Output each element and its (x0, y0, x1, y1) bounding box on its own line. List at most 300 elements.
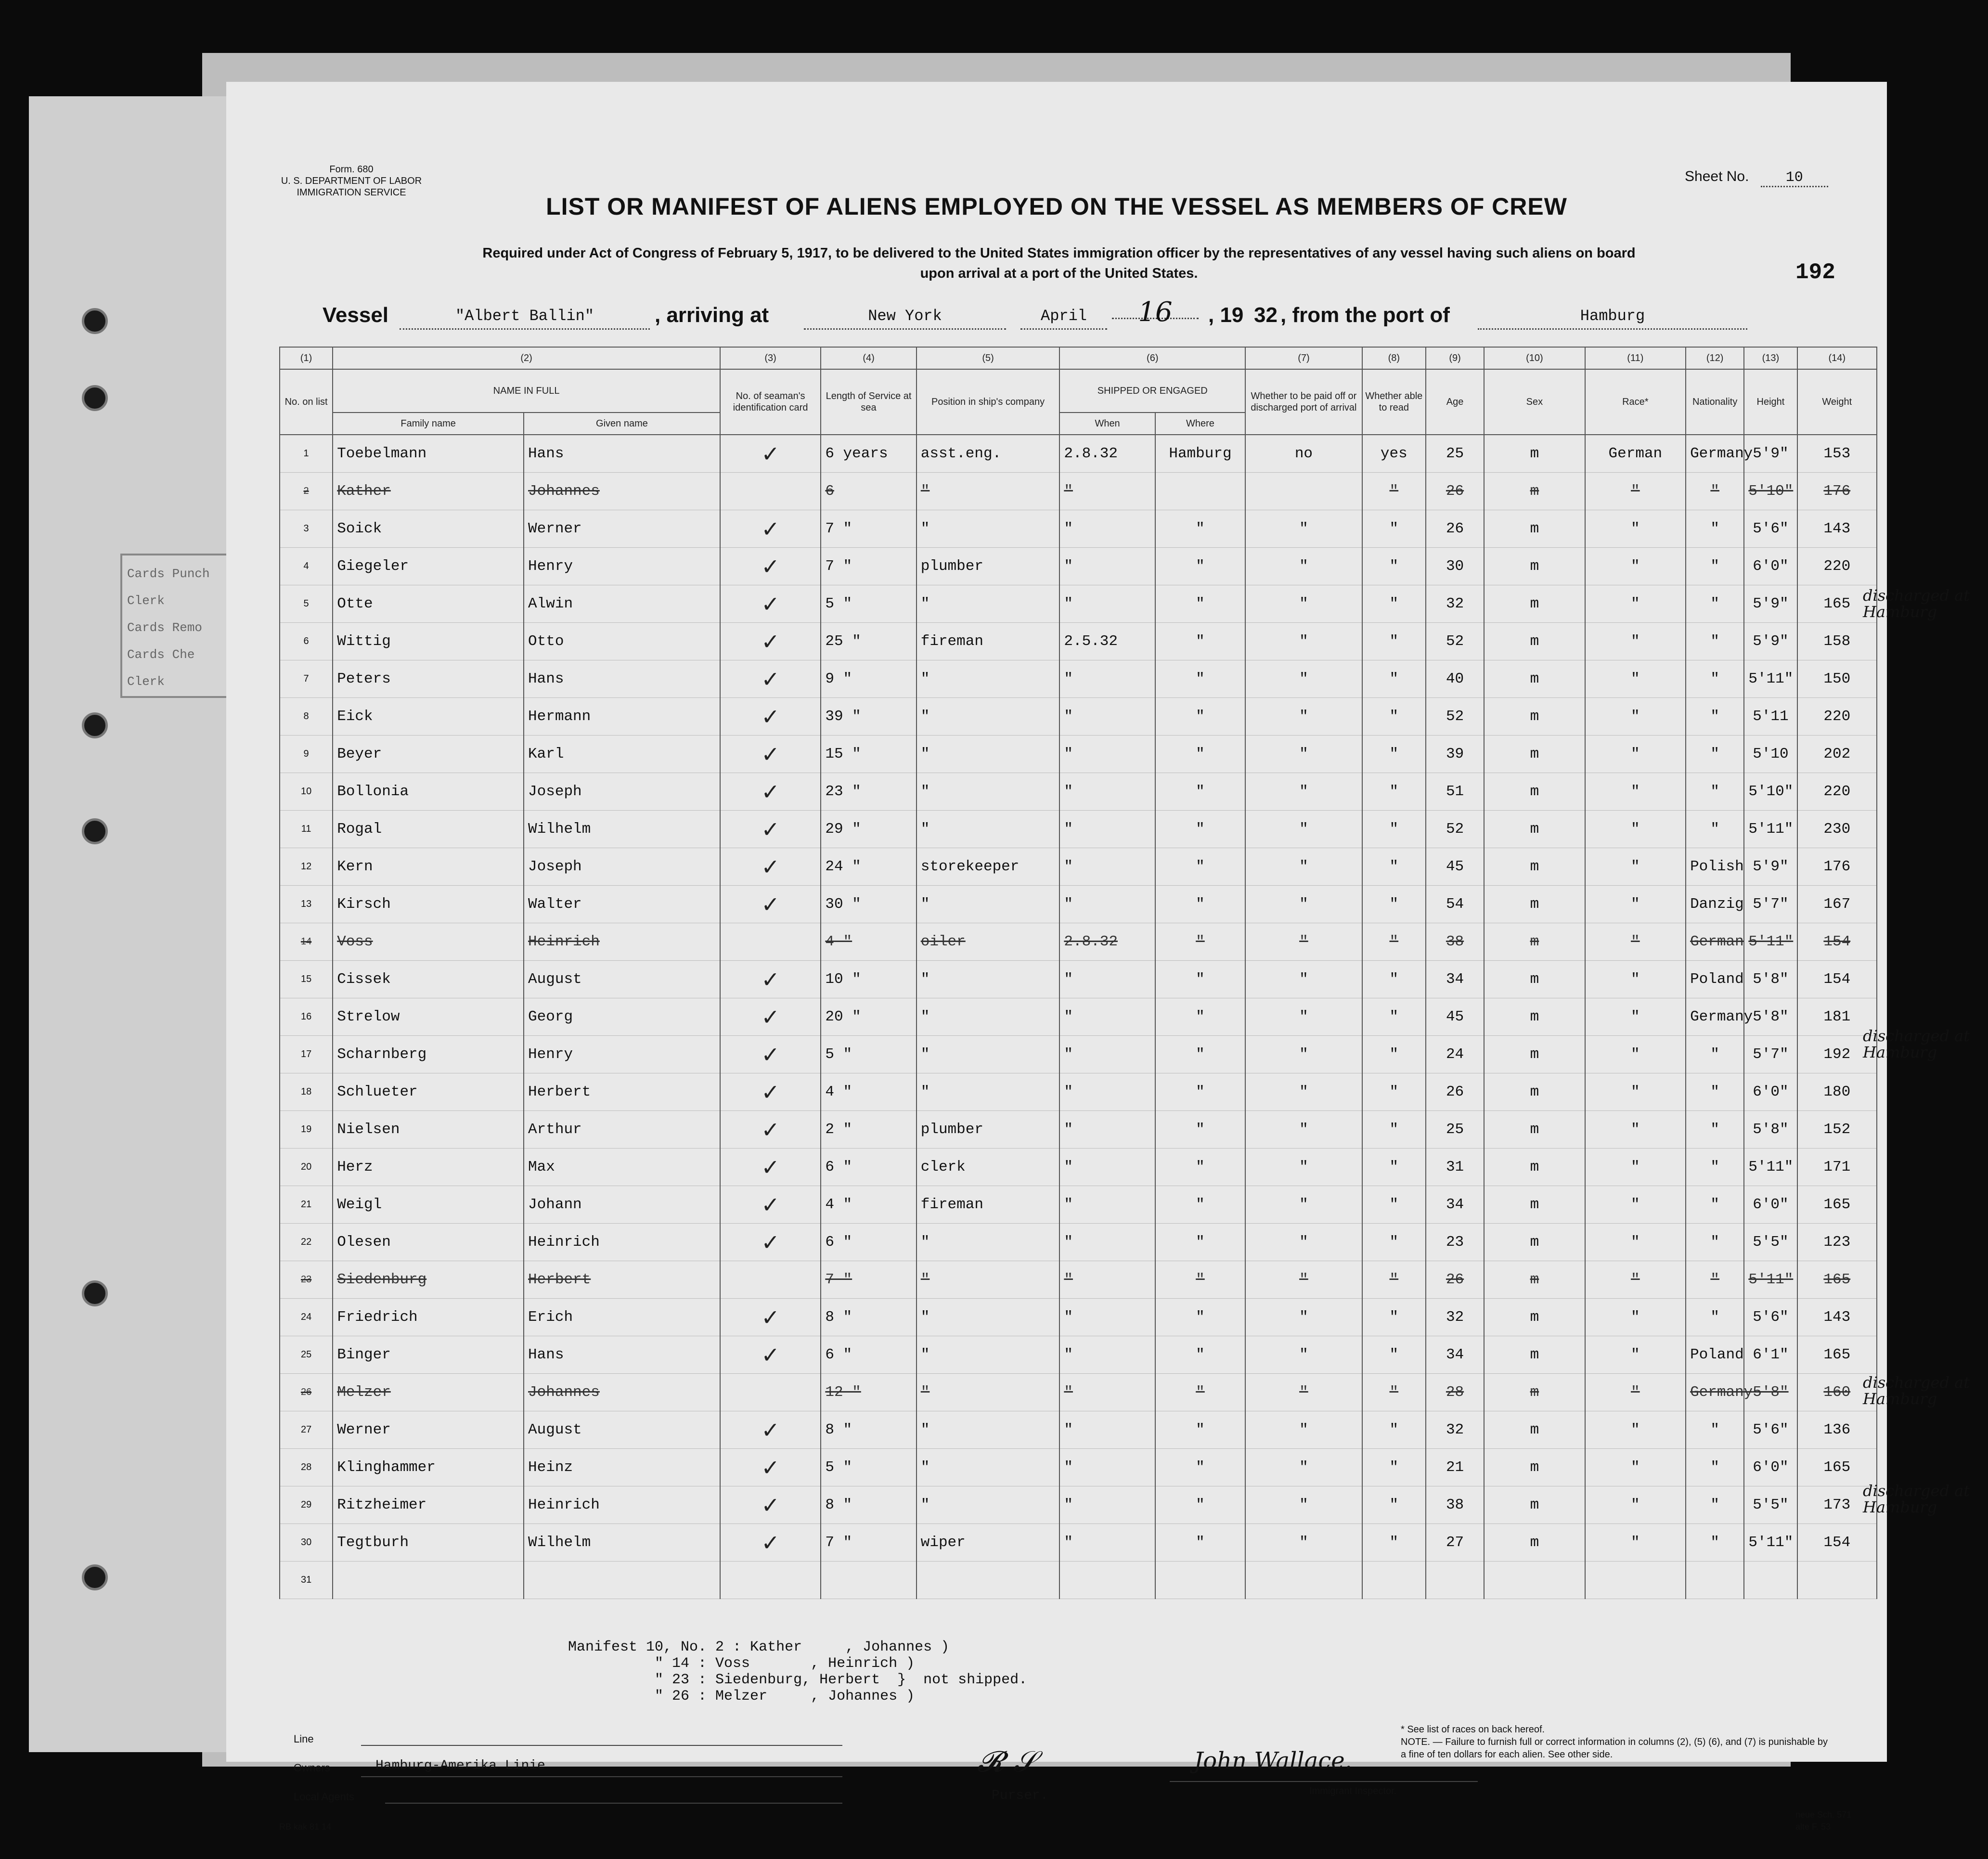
cell-given: Herbert (524, 1261, 720, 1299)
col-6-num: (6) (1059, 347, 1245, 369)
cell-nat: Germany (1686, 435, 1744, 473)
cell-position: " (917, 998, 1060, 1036)
cell-weight: 123 (1797, 1224, 1877, 1261)
cell-height: 6'0" (1744, 1449, 1797, 1486)
table-row (280, 1186, 1877, 1224)
cell-where: " (1155, 1486, 1245, 1524)
cell-race: " (1585, 473, 1686, 510)
cell-height: 5'10 (1744, 736, 1797, 773)
cell-paid: " (1245, 1374, 1362, 1411)
cell-no: 11 (280, 811, 333, 848)
cell-age: 30 (1426, 548, 1484, 585)
cell-age: 38 (1426, 1486, 1484, 1524)
stamp-line: Clerk (127, 594, 165, 608)
cell-family: Wittig (333, 623, 524, 660)
cell-height: 5'11" (1744, 1149, 1797, 1186)
cards-stamp (120, 554, 236, 698)
cell-service: 5 " (821, 585, 916, 623)
cell-when: " (1059, 548, 1155, 585)
cell-age: 52 (1426, 811, 1484, 848)
cell-when: " (1059, 848, 1155, 886)
col-10-num: (10) (1484, 347, 1585, 369)
cell-nat: German (1686, 923, 1744, 961)
cell-given: Hans (524, 1336, 720, 1374)
cell-position: " (917, 473, 1060, 510)
cell-no: 22 (280, 1224, 333, 1261)
cell-paid: " (1245, 811, 1362, 848)
cell-weight: 165 (1797, 1449, 1877, 1486)
cell-weight: 220 (1797, 698, 1877, 736)
subtitle-line: upon arrival at a port of the United States. (920, 266, 1198, 281)
cell-read: " (1362, 773, 1426, 811)
cell-card: ✓ (720, 1336, 821, 1374)
cell-race (1585, 1562, 1686, 1599)
cell-card: ✓ (720, 1111, 821, 1149)
line-label: Line (294, 1733, 314, 1745)
arrival-day: 16 (1112, 297, 1199, 319)
col-age-header: Age (1426, 369, 1484, 435)
cell-height: 5'8" (1744, 1111, 1797, 1149)
department: U. S. DEPARTMENT OF LABOR (281, 176, 422, 186)
cell-read: " (1362, 736, 1426, 773)
cell-position: " (917, 660, 1060, 698)
table-row (280, 1336, 1877, 1374)
cell-service: 7 " (821, 548, 916, 585)
cell-weight: 167 (1797, 886, 1877, 923)
cell-card: ✓ (720, 998, 821, 1036)
cell-card: ✓ (720, 773, 821, 811)
cell-where: " (1155, 961, 1245, 998)
cell-age: 26 (1426, 1261, 1484, 1299)
cell-age: 45 (1426, 998, 1484, 1036)
cell-family: Binger (333, 1336, 524, 1374)
stamp-line: Clerk (127, 674, 165, 689)
cell-paid: " (1245, 623, 1362, 660)
cell-no: 14 (280, 923, 333, 961)
cell-weight: 154 (1797, 923, 1877, 961)
cell-no: 25 (280, 1336, 333, 1374)
cell-card: ✓ (720, 435, 821, 473)
cell-when: " (1059, 1374, 1155, 1411)
cell-paid: " (1245, 848, 1362, 886)
cell-when: " (1059, 1186, 1155, 1224)
cell-given (524, 1562, 720, 1599)
cell-no: 1 (280, 435, 333, 473)
cell-paid: " (1245, 585, 1362, 623)
cell-service: 4 " (821, 1073, 916, 1111)
cell-when: " (1059, 473, 1155, 510)
table-row (280, 1073, 1877, 1111)
cell-height: 5'8" (1744, 1374, 1797, 1411)
cell-position: " (917, 1374, 1060, 1411)
col-where-header: Where (1155, 413, 1245, 435)
cell-age: 26 (1426, 1073, 1484, 1111)
cell-paid: " (1245, 1336, 1362, 1374)
cell-where: " (1155, 1224, 1245, 1261)
cell-card: ✓ (720, 886, 821, 923)
cell-weight: 150 (1797, 660, 1877, 698)
cell-when: " (1059, 811, 1155, 848)
cell-height: 6'0" (1744, 548, 1797, 585)
vessel-name: "Albert Ballin" (400, 307, 650, 330)
cell-read: " (1362, 1073, 1426, 1111)
cell-sex: m (1484, 961, 1585, 998)
col-race-header: Race* (1585, 369, 1686, 435)
col-name-header: NAME IN FULL (333, 369, 720, 413)
punch-hole (82, 1564, 108, 1590)
cell-family: Toebelmann (333, 435, 524, 473)
cell-nat: " (1686, 811, 1744, 848)
cell-given: Johann (524, 1186, 720, 1224)
cell-position: " (917, 736, 1060, 773)
cell-family: Kather (333, 473, 524, 510)
subtitle-line: Required under Act of Congress of February 5, 1917, to be delivered to the United States immigration officer by the representatives of any vessel having such aliens on board (482, 245, 1636, 261)
cell-weight: 202 (1797, 736, 1877, 773)
year-prefix: , 19 (1208, 303, 1244, 327)
cell-nat: " (1686, 1486, 1744, 1524)
cell-read: " (1362, 698, 1426, 736)
cell-race: " (1585, 623, 1686, 660)
cell-race: " (1585, 660, 1686, 698)
cell-position: clerk (917, 1149, 1060, 1186)
cell-race: " (1585, 1036, 1686, 1073)
cell-card: ✓ (720, 1149, 821, 1186)
cell-no: 2 (280, 473, 333, 510)
cell-height: 6'1" (1744, 1336, 1797, 1374)
cell-age: 52 (1426, 623, 1484, 660)
cell-where: " (1155, 1261, 1245, 1299)
cell-paid: " (1245, 1449, 1362, 1486)
owners-label: Owners (294, 1762, 330, 1774)
cell-read: " (1362, 1224, 1426, 1261)
cell-no: 20 (280, 1149, 333, 1186)
col-shipped-header: SHIPPED OR ENGAGED (1059, 369, 1245, 413)
cell-paid: " (1245, 510, 1362, 548)
cell-card: ✓ (720, 1186, 821, 1224)
cell-where: " (1155, 1149, 1245, 1186)
cell-where: " (1155, 1111, 1245, 1149)
cell-where: " (1155, 1449, 1245, 1486)
footnote-races: * See list of races on back hereof. (1401, 1724, 1545, 1735)
table-row (280, 1524, 1877, 1562)
cell-family: Klinghammer (333, 1449, 524, 1486)
cell-weight: 176 (1797, 473, 1877, 510)
table-row (280, 1562, 1877, 1599)
cell-given: Heinz (524, 1449, 720, 1486)
cell-sex: m (1484, 585, 1585, 623)
table-row (280, 473, 1877, 510)
year-suffix: 32 (1254, 303, 1278, 327)
cell-race: " (1585, 1111, 1686, 1149)
col-height-header: Height (1744, 369, 1797, 435)
cell-paid: " (1245, 1411, 1362, 1449)
cell-race: " (1585, 1149, 1686, 1186)
cell-sex: m (1484, 548, 1585, 585)
table-row (280, 1374, 1877, 1411)
cell-family: Olesen (333, 1224, 524, 1261)
cell-no: 27 (280, 1411, 333, 1449)
purser-label: Purser. (992, 1788, 1048, 1803)
table-row (280, 548, 1877, 585)
footnote-penalty: NOTE. — Failure to furnish full or correct information in columns (2), (5) (6), and (7) is punishable by a fine of ten dollars for each alien. See other side. (1401, 1737, 1828, 1760)
col-7-num: (7) (1245, 347, 1362, 369)
cell-given: Heinrich (524, 923, 720, 961)
col-no-header: No. on list (280, 369, 333, 435)
cell-race: " (1585, 1224, 1686, 1261)
manifest-sheet (226, 82, 1970, 1832)
cell-paid: " (1245, 1224, 1362, 1261)
cell-card: ✓ (720, 961, 821, 998)
cell-card: ✓ (720, 698, 821, 736)
cell-where: " (1155, 998, 1245, 1036)
cell-service: 7 " (821, 1524, 916, 1562)
cell-age: 54 (1426, 886, 1484, 923)
cell-height: 6'0" (1744, 1073, 1797, 1111)
cell-position: " (917, 811, 1060, 848)
cell-age: 25 (1426, 435, 1484, 473)
cell-service: 6 (821, 473, 916, 510)
cell-where: " (1155, 773, 1245, 811)
cell-when: " (1059, 998, 1155, 1036)
cell-position (917, 1562, 1060, 1599)
cell-when: " (1059, 961, 1155, 998)
cell-sex: m (1484, 886, 1585, 923)
cell-height: 5'9" (1744, 435, 1797, 473)
table-row (280, 1149, 1877, 1186)
purser-signature: 𝓡 𝒮 (977, 1745, 1036, 1779)
cell-no: 7 (280, 660, 333, 698)
cell-height: 5'11 (1744, 698, 1797, 736)
cell-race: " (1585, 1486, 1686, 1524)
cell-age: 34 (1426, 1336, 1484, 1374)
cell-when: " (1059, 1486, 1155, 1524)
cell-height: 5'9" (1744, 585, 1797, 623)
cell-where: " (1155, 585, 1245, 623)
cell-race: " (1585, 923, 1686, 961)
cell-service: 6 " (821, 1336, 916, 1374)
cell-when: " (1059, 1073, 1155, 1111)
cell-paid: " (1245, 886, 1362, 923)
cell-family: Bollonia (333, 773, 524, 811)
cell-weight: 158 (1797, 623, 1877, 660)
cell-paid: " (1245, 548, 1362, 585)
cell-position: wiper (917, 1524, 1060, 1562)
cell-where (1155, 473, 1245, 510)
cell-age: 32 (1426, 1411, 1484, 1449)
table-row (280, 1299, 1877, 1336)
cell-card (720, 473, 821, 510)
cell-height: 5'11" (1744, 1261, 1797, 1299)
cell-where: " (1155, 623, 1245, 660)
cell-paid: no (1245, 435, 1362, 473)
cell-paid: " (1245, 1524, 1362, 1562)
cell-family: Cissek (333, 961, 524, 998)
cell-service: 6 " (821, 1149, 916, 1186)
cell-weight: 136 (1797, 1411, 1877, 1449)
cell-given: Walter (524, 886, 720, 923)
col-sex-header: Sex (1484, 369, 1585, 435)
cell-position: " (917, 585, 1060, 623)
cell-where: " (1155, 848, 1245, 886)
cell-nat: " (1686, 1186, 1744, 1224)
cell-where: " (1155, 923, 1245, 961)
col-card-header: No. of seaman's identification card (720, 369, 821, 435)
cell-given: Wilhelm (524, 1524, 720, 1562)
cell-no: 3 (280, 510, 333, 548)
cell-height: 5'11" (1744, 1524, 1797, 1562)
cell-service: 5 " (821, 1449, 916, 1486)
agents-label: Local Agents (294, 1791, 354, 1803)
cell-position: " (917, 510, 1060, 548)
cell-when: " (1059, 1261, 1155, 1299)
cell-no: 21 (280, 1186, 333, 1224)
stamp-line: Cards Punch (127, 567, 210, 581)
cell-where: " (1155, 886, 1245, 923)
cell-age: 39 (1426, 736, 1484, 773)
inspector-field (1170, 1781, 1478, 1782)
cell-where: " (1155, 1299, 1245, 1336)
cell-family: Scharnberg (333, 1036, 524, 1073)
cell-no: 31 (280, 1562, 333, 1599)
cell-age: 21 (1426, 1449, 1484, 1486)
cell-family: Voss (333, 923, 524, 961)
cell-card: ✓ (720, 585, 821, 623)
cell-paid: " (1245, 998, 1362, 1036)
owners-field (361, 1776, 842, 1777)
stamp-line: Cards Remo (127, 620, 203, 635)
cell-position: " (917, 1299, 1060, 1336)
cell-family: Herz (333, 1149, 524, 1186)
cell-when: " (1059, 1149, 1155, 1186)
cell-weight: 165 (1797, 1186, 1877, 1224)
cell-service: 9 " (821, 660, 916, 698)
cell-card: ✓ (720, 1449, 821, 1486)
cell-read: " (1362, 548, 1426, 585)
sheet-number (1685, 168, 1828, 187)
table-row (280, 773, 1877, 811)
table-row (280, 811, 1877, 848)
cell-no: 15 (280, 961, 333, 998)
cell-age: 32 (1426, 1299, 1484, 1336)
cell-family: Nielsen (333, 1111, 524, 1149)
cell-when: " (1059, 1411, 1155, 1449)
punch-hole (82, 712, 108, 738)
cell-weight: 154 (1797, 1524, 1877, 1562)
cell-given: Joseph (524, 848, 720, 886)
cell-read: " (1362, 998, 1426, 1036)
cell-when: " (1059, 585, 1155, 623)
cell-sex: m (1484, 473, 1585, 510)
cell-given: Joseph (524, 773, 720, 811)
owners-value: Hamburg-Amerika Linie (375, 1758, 545, 1773)
table-row (280, 998, 1877, 1036)
cell-given: Karl (524, 736, 720, 773)
cell-given: Hermann (524, 698, 720, 736)
stamp-line: Cards Che (127, 647, 195, 662)
cell-when: 2.8.32 (1059, 435, 1155, 473)
cell-nat: " (1686, 1149, 1744, 1186)
not-shipped-note: Manifest 10, No. 2 : Kather , Johannes ) " 14 : Voss , Heinrich ) " 23 : Siedenburg, Herbert } not shipped. " 26 : Melzer , Johannes ) (568, 1639, 1028, 1704)
cell-given: Henry (524, 1036, 720, 1073)
cell-paid (1245, 1562, 1362, 1599)
cell-no: 8 (280, 698, 333, 736)
cell-no: 13 (280, 886, 333, 923)
cell-weight: 173 (1797, 1486, 1877, 1524)
cell-when: " (1059, 698, 1155, 736)
cell-race: " (1585, 1073, 1686, 1111)
cell-sex: m (1484, 1374, 1585, 1411)
cell-card: ✓ (720, 811, 821, 848)
cell-nat: " (1686, 510, 1744, 548)
col-paid-header: Whether to be paid off or discharged port of arrival (1245, 369, 1362, 435)
table-row (280, 923, 1877, 961)
sheet-label: Sheet No. (1685, 168, 1749, 184)
cell-read: " (1362, 923, 1426, 961)
cell-no: 9 (280, 736, 333, 773)
cell-sex: m (1484, 1111, 1585, 1149)
cell-card: ✓ (720, 1486, 821, 1524)
cell-when: " (1059, 510, 1155, 548)
crew-body (280, 435, 1877, 1599)
cell-race: " (1585, 1299, 1686, 1336)
cell-height: 5'5" (1744, 1224, 1797, 1261)
cell-where: Hamburg (1155, 435, 1245, 473)
cell-service: 24 " (821, 848, 916, 886)
cell-sex (1484, 1562, 1585, 1599)
cell-where: " (1155, 510, 1245, 548)
cell-paid: " (1245, 1261, 1362, 1299)
cell-read: " (1362, 660, 1426, 698)
col-3-num: (3) (720, 347, 821, 369)
cell-read: " (1362, 1449, 1426, 1486)
cell-when: " (1059, 773, 1155, 811)
cell-service: 23 " (821, 773, 916, 811)
cell-sex: m (1484, 660, 1585, 698)
punch-hole (82, 1280, 108, 1306)
cell-sex: m (1484, 1411, 1585, 1449)
cell-when: " (1059, 736, 1155, 773)
cell-paid: " (1245, 1073, 1362, 1111)
cell-read: " (1362, 510, 1426, 548)
cell-age: 26 (1426, 510, 1484, 548)
cell-nat: " (1686, 1073, 1744, 1111)
cell-race: " (1585, 510, 1686, 548)
cell-sex: m (1484, 1149, 1585, 1186)
cell-when: " (1059, 1449, 1155, 1486)
cell-weight: 220 (1797, 548, 1877, 585)
cell-when: 2.8.32 (1059, 923, 1155, 961)
cell-nat: Germany (1686, 998, 1744, 1036)
cell-read: " (1362, 1411, 1426, 1449)
cell-family: Giegeler (333, 548, 524, 585)
cell-service: 5 " (821, 1036, 916, 1073)
cell-read: " (1362, 1036, 1426, 1073)
cell-given: Werner (524, 510, 720, 548)
cell-nat: " (1686, 660, 1744, 698)
col-service-header: Length of Service at sea (821, 369, 916, 435)
printer-mark: RB kak 81 14 (279, 1822, 332, 1832)
cell-race: " (1585, 1524, 1686, 1562)
cell-nat: " (1686, 1224, 1744, 1261)
cell-given: Hans (524, 435, 720, 473)
col-given-header: Given name (524, 413, 720, 435)
cell-weight: 152 (1797, 1111, 1877, 1149)
cell-no: 19 (280, 1111, 333, 1149)
col-13-num: (13) (1744, 347, 1797, 369)
cell-weight: 171 (1797, 1149, 1877, 1186)
cell-given: Georg (524, 998, 720, 1036)
cell-when: " (1059, 1524, 1155, 1562)
